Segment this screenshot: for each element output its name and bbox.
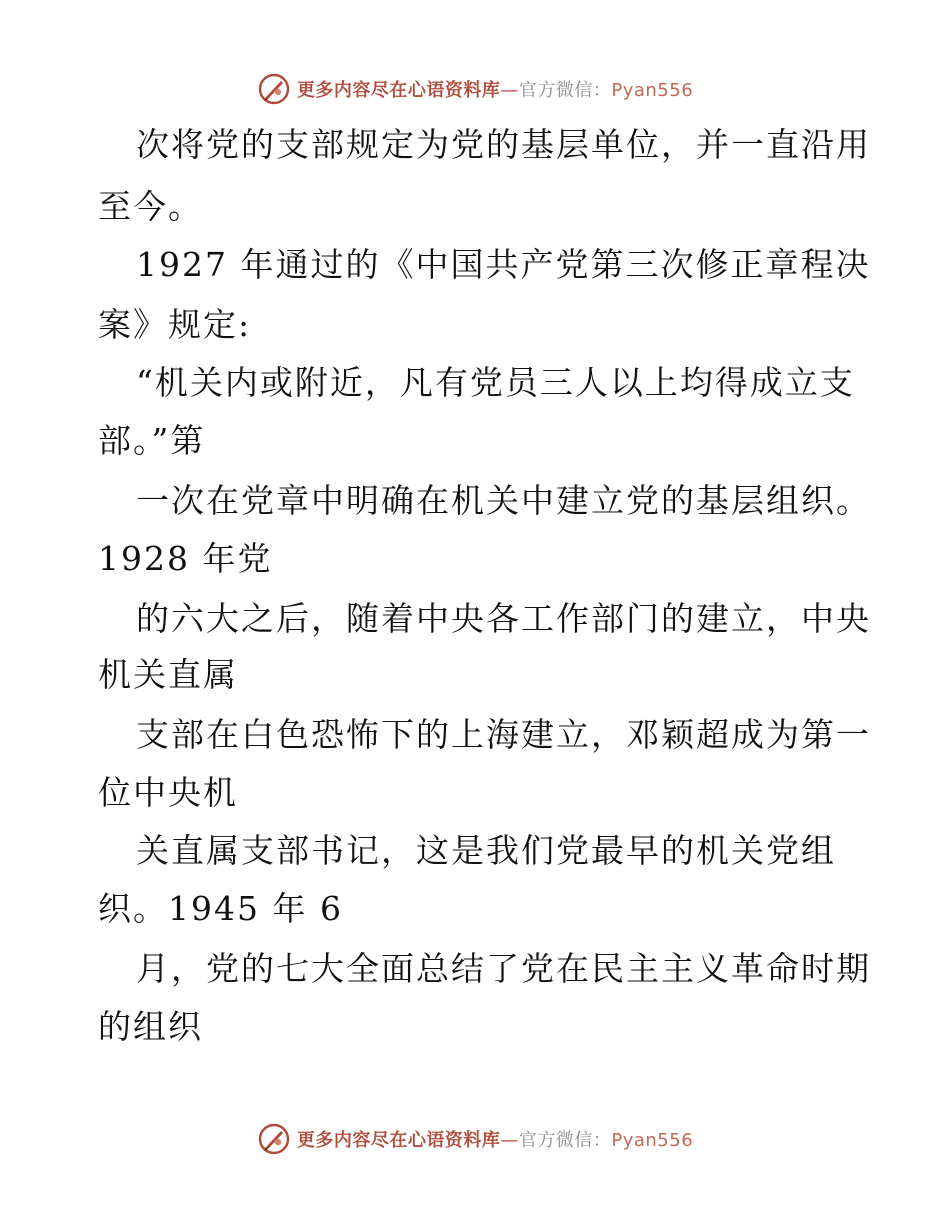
watermark-dash: —	[500, 1130, 519, 1151]
quill-pen-seal-icon	[257, 1122, 291, 1156]
watermark-brand: 更多内容尽在心语资料库	[296, 1130, 501, 1151]
text-line-3: 1927 年通过的《中国共产党第三次修正章程决	[136, 245, 871, 284]
text-line-13: 关直属支部书记，这是我们党最早的机关党组	[136, 831, 836, 870]
text-line-7: 一次在党章中明确在机关中建立党的基层组织。	[136, 481, 871, 520]
watermark-official-label: 官方微信：	[518, 1130, 612, 1151]
watermark-brand: 更多内容尽在心语资料库	[296, 80, 501, 101]
watermark-text	[297, 76, 693, 102]
text-line-9: 的六大之后，随着中央各工作部门的建立，中央	[136, 599, 871, 638]
text-line-5: “机关内或附近，凡有党员三人以上均得成立支	[136, 363, 855, 402]
text-line-10: 机关直属	[98, 655, 238, 694]
quill-pen-seal-icon	[257, 72, 291, 106]
text-line-1: 次将党的支部规定为党的基层单位，并一直沿用	[136, 125, 871, 164]
watermark-account: Pyan556	[611, 80, 694, 101]
text-line-15: 月，党的七大全面总结了党在民主主义革命时期	[136, 949, 871, 988]
watermark-account: Pyan556	[611, 1130, 694, 1151]
watermark-text	[297, 1126, 693, 1152]
text-line-6: 部。”第	[98, 421, 206, 460]
text-line-16: 的组织	[98, 1007, 203, 1046]
text-line-11: 支部在白色恐怖下的上海建立，邓颖超成为第一	[136, 715, 871, 754]
header-watermark	[0, 72, 950, 106]
text-line-8: 1928 年党	[98, 539, 273, 578]
text-line-4: 案》规定:	[98, 305, 252, 344]
footer-watermark	[0, 1122, 950, 1156]
watermark-official-label: 官方微信：	[518, 80, 612, 101]
text-line-14: 织。1945 年 6	[98, 889, 343, 928]
text-line-12: 位中央机	[98, 773, 238, 812]
text-line-2: 至今。	[98, 187, 203, 226]
watermark-dash: —	[500, 80, 519, 101]
